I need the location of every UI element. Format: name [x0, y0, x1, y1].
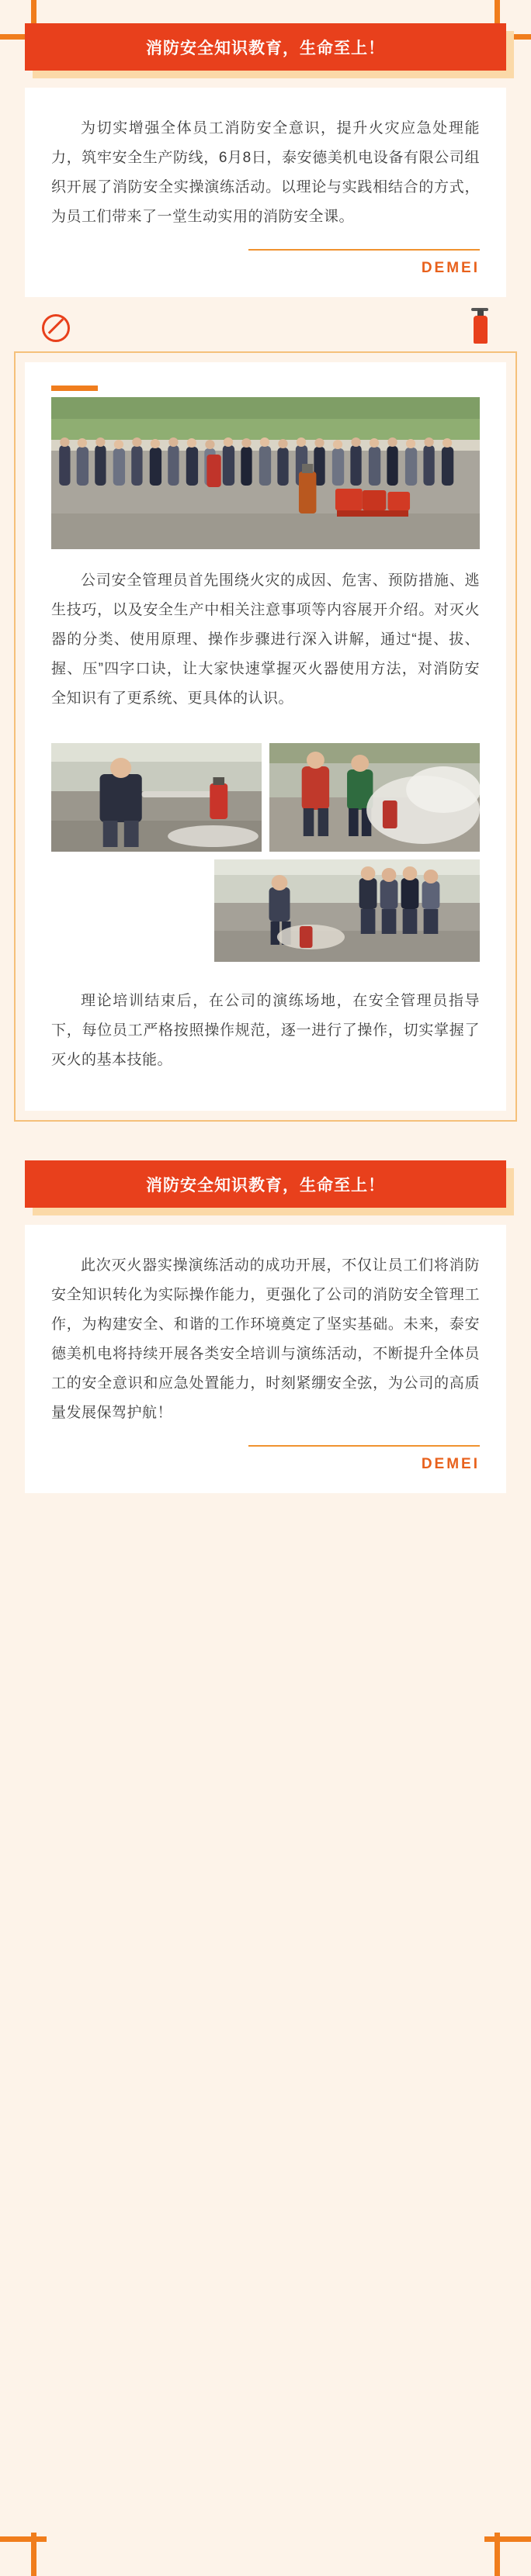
conclusion-card — [25, 1225, 506, 1493]
photo-row-practice — [51, 743, 480, 852]
bottom-banner-title: 消防安全知识教育，生命至上！ — [25, 1160, 506, 1208]
main-card-outline — [25, 362, 506, 1111]
spacer — [0, 1493, 531, 1529]
brand-signature-intro — [51, 249, 480, 277]
photo-accent-bar — [51, 386, 98, 391]
top-banner-title: 消防安全知识教育，生命至上！ — [25, 23, 506, 71]
photo-row-outdoor — [51, 859, 480, 962]
spacer — [51, 549, 480, 566]
no-fire-icon — [42, 314, 70, 342]
intro-card — [25, 88, 506, 297]
bottom-banner-wrap — [25, 1160, 506, 1208]
spacer — [51, 1075, 480, 1092]
brand-name: DEMEI — [421, 260, 480, 276]
extinguisher-body — [474, 316, 488, 344]
top-banner-wrap — [25, 23, 506, 71]
brand-signature-conclusion — [51, 1445, 480, 1473]
spacer — [51, 962, 480, 987]
photo-outdoor-drill — [214, 859, 480, 962]
intro-paragraph: 为切实增强全体员工消防安全意识，提升火灾应急处理能力，筑牢安全生产防线，6月8日，泰安德美机电设备有限公司组织开展了消防安全实操演练活动。以理论与实践相结合的方式，为员工们带来了一堂生动实用的消防安全课。 — [51, 120, 480, 225]
brand-rule-mask — [51, 249, 248, 251]
brand-rule-mask — [51, 1445, 248, 1447]
photo-extinguisher-demo — [51, 743, 262, 852]
corner-mark-bottom-right-horizontal — [484, 2536, 531, 2542]
corner-mark-bottom-left-horizontal — [0, 2536, 47, 2542]
fire-extinguisher-icon — [470, 305, 491, 345]
practice-paragraph: 理论培训结束后，在公司的演练场地，在安全管理员指导下，每位员工严格按照操作规范，逐一进行了操作，切实掌握了灭火的基本技能。 — [51, 993, 480, 1068]
brand-name: DEMEI — [421, 1456, 480, 1472]
training-paragraph: 公司安全管理员首先围绕火灾的成因、危害、预防措施、逃生技巧，以及安全生产中相关注意事项等内容展开介绍。对灭火器的分类、使用原理、操作步骤进行深入讲解，通过“提、拔、握、压”四字口诀，让大家快速掌握灭火器使用方法，对消防安全知识有了更系统、更具体的认识。 — [51, 572, 480, 707]
photo-group-lineup — [51, 397, 480, 549]
main-card — [25, 362, 506, 1111]
conclusion-paragraph: 此次灭火器实操演练活动的成功开展，不仅让员工们将消防安全知识转化为实际操作能力，更强化了公司的消防安全管理工作，为构建安全、和谐的工作环境奠定了坚实基础。未来，泰安德美机电将持续开展各类安全培训与演练活动，不断提升全体员工的安全意识和应急处置能力，时刻紧绷安全弦，为公司的高质量发展保驾护航！ — [51, 1257, 480, 1421]
spacer — [51, 714, 480, 738]
top-spacer — [0, 0, 531, 23]
photo-smoke-practice — [269, 743, 480, 852]
